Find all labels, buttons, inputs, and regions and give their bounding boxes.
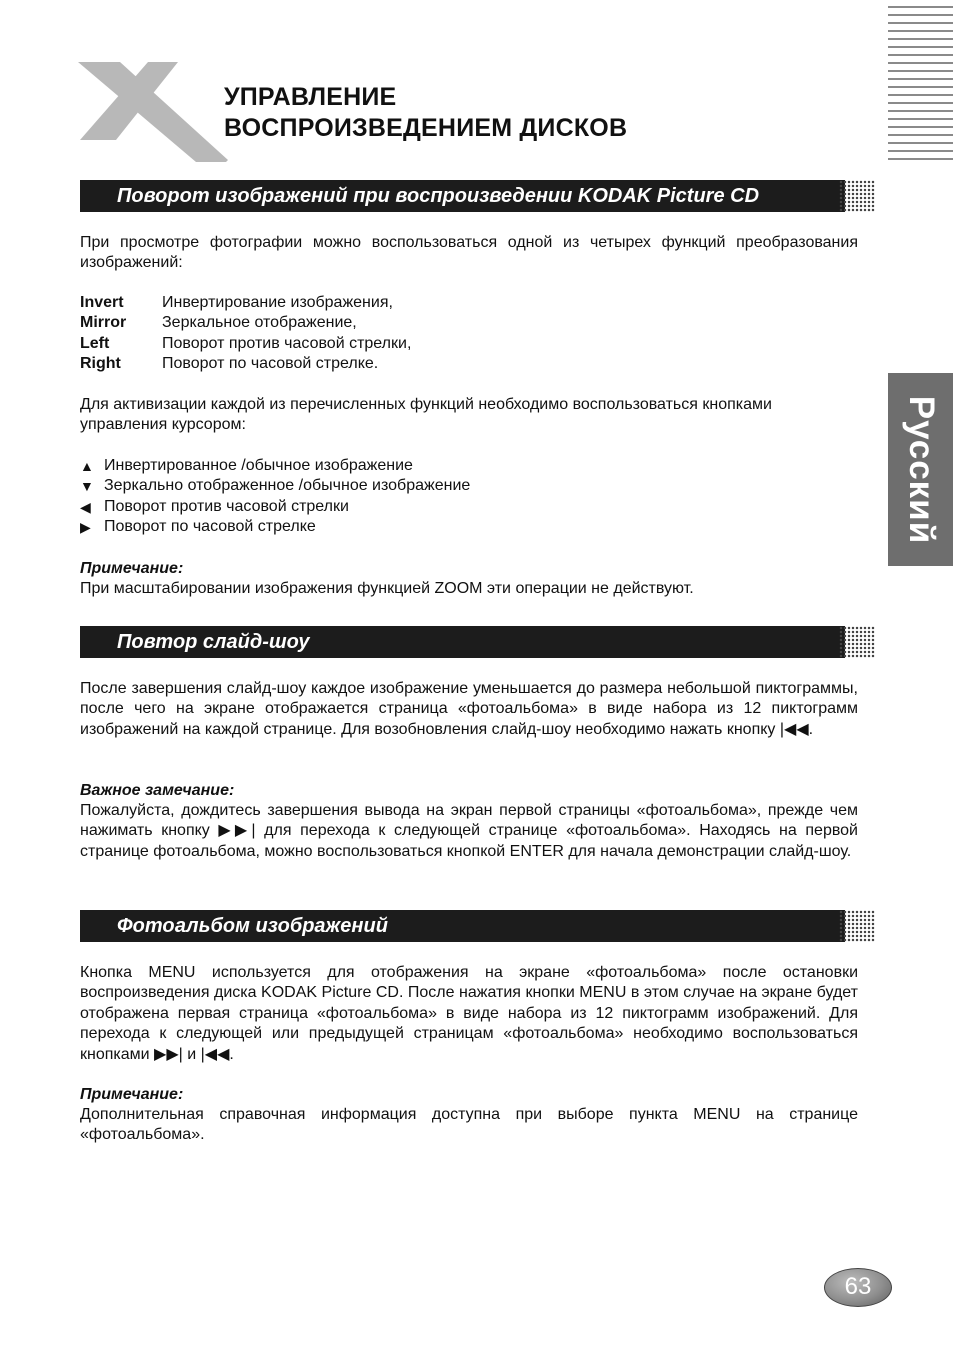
cursor-action-list <box>80 456 470 538</box>
section-heading-rotation <box>80 180 875 212</box>
function-item <box>80 354 411 374</box>
note-text: Дополнительная справочная информация доступна при выборе пункта MENU на странице «фотоальбома». <box>80 1106 858 1144</box>
function-item <box>80 293 411 313</box>
cursor-action-item <box>80 497 470 517</box>
paragraph-slideshow: После завершения слайд-шоу каждое изображение уменьшается до размера небольшой пиктограммы, после чего на экране отображается страница «фотоальбома» в виде набора из 12 пиктограмм изображений на каждой странице. Для возобновления слайд-шоу необходимо нажать кнопку |◀◀. <box>80 680 858 738</box>
function-desc: Инвертирование изображения, <box>162 294 393 311</box>
paragraph-activation: Для активизации каждой из перечисленных функций необходимо воспользоваться кнопками управления курсором: <box>80 396 772 434</box>
page-number: 63 <box>844 1273 872 1300</box>
function-term: Right <box>80 355 121 373</box>
section-heading-photoalbum <box>80 910 875 942</box>
section-heading-text: Повтор слайд-шоу <box>117 631 310 653</box>
arrow-right-icon: ▶ <box>80 519 91 536</box>
language-tab-label: Русский <box>901 395 941 544</box>
note-title: Примечание: <box>80 1086 184 1103</box>
note-text: При масштабировании изображения функцией ZOOM эти операции не действуют. <box>80 580 694 597</box>
function-term: Invert <box>80 294 124 311</box>
cursor-action-text: Поворот по часовой стрелке <box>104 518 316 536</box>
cursor-action-item <box>80 456 470 476</box>
arrow-down-icon: ▼ <box>80 478 94 495</box>
page-title-line2: ВОСПРОИЗВЕДЕНИЕМ ДИСКОВ <box>224 114 628 142</box>
paragraph-intro: При просмотре фотографии можно воспользоваться одной из четырех функций преобразования изображений: <box>80 234 858 272</box>
function-desc: Поворот против часовой стрелки, <box>162 334 412 352</box>
cursor-action-text: Зеркально отображенное /обычное изображение <box>104 477 471 495</box>
page-title <box>224 82 627 144</box>
decorative-stripes <box>888 6 953 166</box>
function-item <box>80 313 411 333</box>
page-title-line1: УПРАВЛЕНИЕ <box>224 83 397 111</box>
section-heading-text: Поворот изображений при воспроизведении KODAK Picture CD <box>117 185 760 207</box>
section-heading-slideshow <box>80 626 875 658</box>
cursor-action-text: Поворот против часовой стрелки <box>104 497 349 515</box>
arrow-up-icon: ▲ <box>80 458 94 474</box>
important-note-text: Пожалуйста, дождитесь завершения вывода на экран первой страницы «фотоальбома», прежде чем нажимать кнопку ▶▶| для перехода к следующей странице «фотоальбома». Находясь на первой странице фотоальбома, можно воспользоваться кнопкой ENTER для начала демонстрации слайд-шоу. <box>80 802 858 860</box>
function-list <box>80 293 411 375</box>
page-number-badge <box>824 1268 892 1307</box>
function-item <box>80 334 411 354</box>
function-term: Mirror <box>80 314 127 332</box>
cursor-action-item <box>80 476 470 496</box>
cursor-action-text: Инвертированное /обычное изображение <box>104 457 413 474</box>
function-desc: Поворот по часовой стрелке. <box>162 355 379 373</box>
important-note-title: Важное замечание: <box>80 782 235 799</box>
function-term: Left <box>80 334 110 352</box>
function-desc: Зеркальное отображение, <box>162 314 357 332</box>
language-tab <box>888 373 953 566</box>
paragraph-photoalbum: Кнопка MENU используется для отображения на экране «фотоальбома» после остановки воспроизведения диска KODAK Picture CD. После нажатия кнопки MENU в этом случае на экране будет отображена первая страница «фотоальбома» в виде набора из 12 пиктограмм изображений. Для перехода к следующей или предыдущей страницам «фотоальбома» необходимо воспользоваться кнопками ▶▶| и |◀◀. <box>80 964 858 1063</box>
section-heading-text: Фотоальбом изображений <box>117 915 388 937</box>
note-title: Примечание: <box>80 560 184 577</box>
arrow-left-icon: ◀ <box>80 498 91 515</box>
x-logo-icon <box>78 62 228 162</box>
cursor-action-item <box>80 517 470 537</box>
